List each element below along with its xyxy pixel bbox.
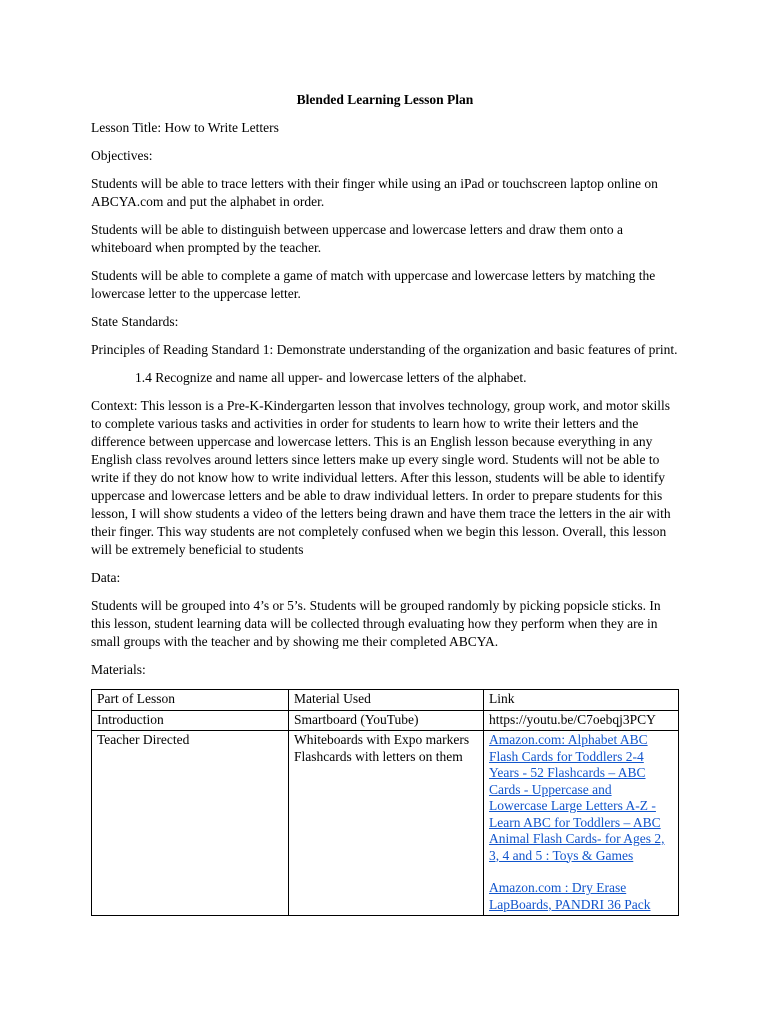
objective-3: Students will be able to complete a game of match with uppercase and lowercase letters by matching the lowercase letter to the uppercase letter. (91, 268, 656, 301)
materials-table (91, 689, 679, 916)
objectives-heading: Objectives: (91, 148, 153, 163)
header-link: Link (484, 690, 679, 711)
amazon-lapboards-link[interactable]: Amazon.com : Dry Erase LapBoards, PANDRI 36 Pack (489, 880, 651, 912)
materials-heading: Materials: (91, 662, 146, 677)
document-body (91, 91, 679, 916)
context-paragraph: Context: This lesson is a Pre-K-Kindergarten lesson that involves technology, group work, and motor skills to complete various tasks and activities in order for students to learn how to write their letters and the difference between uppercase and lowercase letters. This is an English lesson because everything in any English class revolves around letters since letters make up every single word. Students will not be able to write if they do not know how to write individual letters. After this lesson, students will be able to identify uppercase and lowercase letters and be able to draw individual letters. In order to prepare students for this lesson, I will show students a video of the letters being drawn and have them trace the letters in the air with their finger. This way students are not completely confused when we begin this lesson. Overall, this lesson will be extremely beneficial to students (91, 398, 671, 557)
amazon-flashcards-link[interactable]: Amazon.com: Alphabet ABC Flash Cards for Toddlers 2-4 Years - 52 Flashcards – ABC Cards - Uppercase and Lowercase Large Letters A-Z - Learn ABC for Toddlers – ABC Animal Flash Cards- for Ages 2, 3, 4 and 5 : Toys & Games (489, 732, 665, 863)
lesson-title: Lesson Title: How to Write Letters (91, 120, 279, 135)
header-part: Part of Lesson (92, 690, 289, 711)
cell-part: Teacher Directed (92, 731, 289, 916)
material-line: Flashcards with letters on them (294, 748, 463, 764)
cell-part: Introduction (92, 710, 289, 731)
cell-material (289, 731, 484, 916)
header-material: Material Used (289, 690, 484, 711)
material-line: Whiteboards with Expo markers (294, 732, 470, 747)
data-paragraph: Students will be grouped into 4’s or 5’s. Students will be grouped randomly by picking popsicle sticks. In this lesson, student learning data will be collected through evaluating how they perform when they are in small groups with the teacher and by showing me their completed ABCYA. (91, 598, 661, 649)
table-row (92, 731, 679, 916)
cell-link: https://youtu.be/C7oebqj3PCY (484, 710, 679, 731)
document-title: Blended Learning Lesson Plan (296, 92, 474, 107)
standard-sub: 1.4 Recognize and name all upper- and lowercase letters of the alphabet. (135, 370, 527, 385)
standards-heading: State Standards: (91, 314, 179, 329)
table-header-row (92, 690, 679, 711)
objective-1: Students will be able to trace letters with their finger while using an iPad or touchscreen laptop online on ABCYA.com and put the alphabet in order. (91, 176, 658, 209)
data-heading: Data: (91, 570, 121, 585)
table-row (92, 710, 679, 731)
cell-material: Smartboard (YouTube) (289, 710, 484, 731)
standard-main: Principles of Reading Standard 1: Demonstrate understanding of the organization and basic features of print. (91, 342, 678, 357)
objective-2: Students will be able to distinguish between uppercase and lowercase letters and draw them onto a whiteboard when prompted by the teacher. (91, 222, 623, 255)
cell-link (484, 731, 679, 916)
